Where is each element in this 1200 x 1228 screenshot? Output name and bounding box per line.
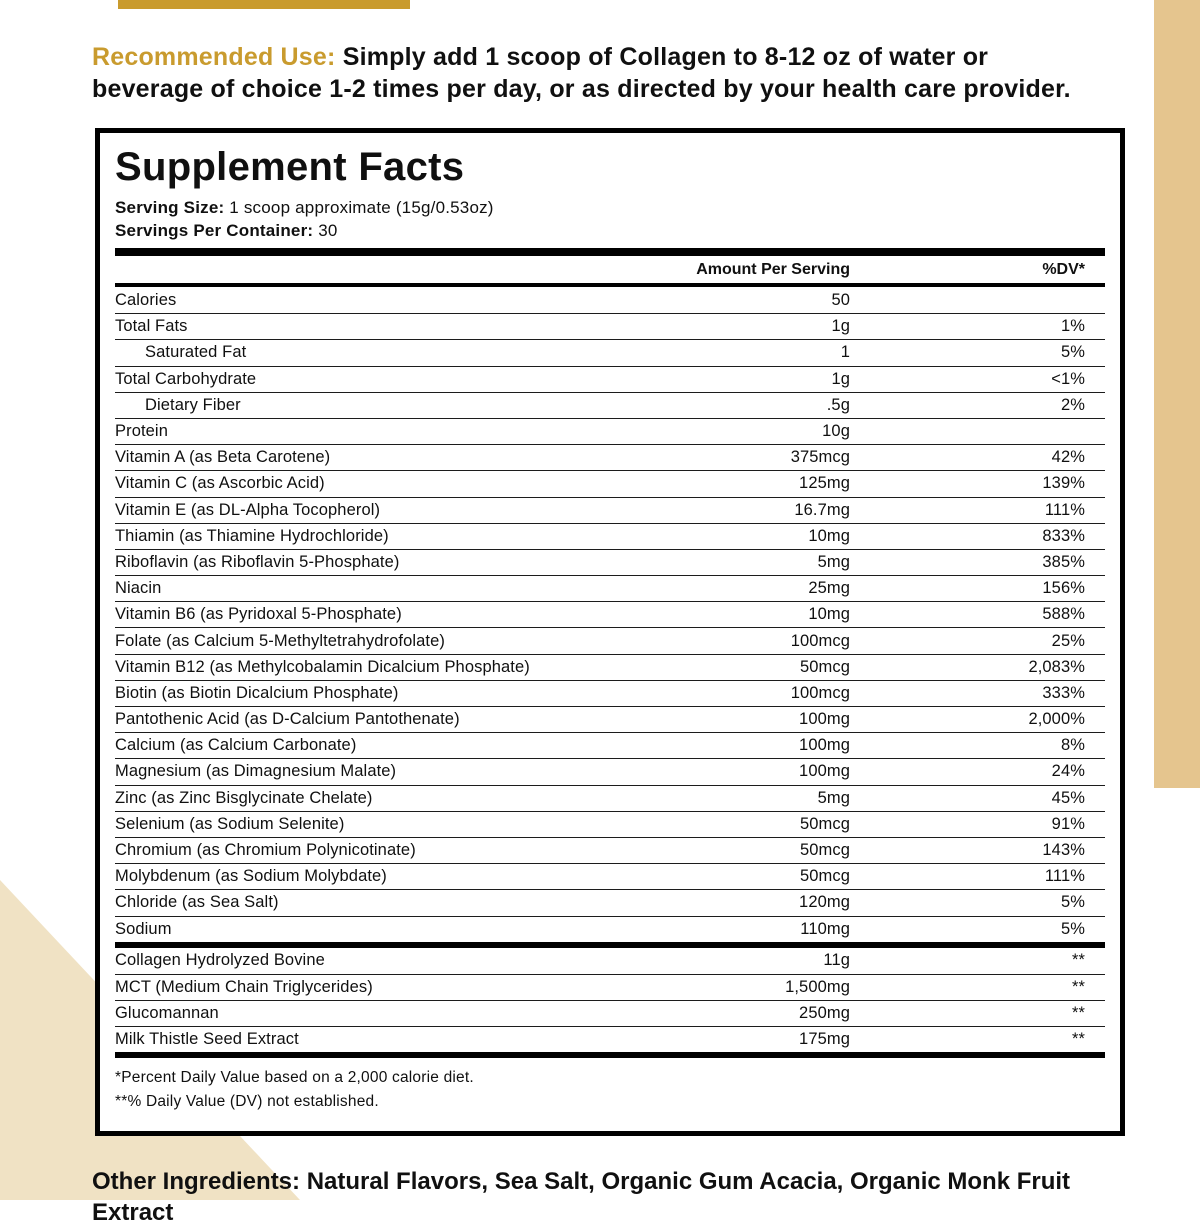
nutrient-amount: 10mg: [808, 605, 850, 624]
nutrient-name: Chromium (as Chromium Polynicotinate): [115, 841, 416, 860]
table-row: [115, 313, 1105, 339]
nutrient-dv: 833%: [1042, 526, 1085, 545]
nutrient-amount: 100mg: [799, 710, 850, 729]
serving-size-value: 1 scoop approximate (15g/0.53oz): [224, 198, 494, 217]
nutrient-dv: 5%: [1060, 919, 1085, 938]
nutrient-amount: 50mcg: [799, 657, 850, 676]
nutrient-name: Pantothenic Acid (as D-Calcium Pantothenate): [115, 710, 460, 729]
table-row: [115, 654, 1105, 680]
nutrient-amount: 11g: [823, 951, 850, 970]
nutrient-name: Molybdenum (as Sodium Molybdate): [115, 867, 387, 886]
nutrient-amount: 1g: [831, 369, 850, 388]
table-row: [115, 497, 1105, 523]
nutrient-name: Vitamin A (as Beta Carotene): [115, 448, 331, 467]
table-row: [115, 706, 1105, 732]
table-row: [115, 418, 1105, 444]
nutrient-amount: 16.7mg: [794, 500, 850, 519]
nutrient-amount: .5g: [826, 395, 850, 414]
nutrient-name: Vitamin B12 (as Methylcobalamin Dicalcium Phosphate): [115, 657, 530, 676]
nutrient-name: Vitamin C (as Ascorbic Acid): [115, 474, 325, 493]
nutrient-dv: 45%: [1051, 788, 1085, 807]
nutrient-name: Biotin (as Biotin Dicalcium Phosphate): [115, 683, 399, 702]
nutrient-amount: 1: [840, 343, 850, 362]
recommended-use-label: Recommended Use:: [92, 43, 336, 71]
nutrient-amount: 25mg: [808, 579, 850, 598]
nutrient-amount: 50mcg: [799, 867, 850, 886]
footnote-dv-not-established: **% Daily Value (DV) not established.: [115, 1092, 379, 1110]
proprietary-table: [115, 948, 1105, 1053]
nutrient-name: Thiamin (as Thiamine Hydrochloride): [115, 526, 389, 545]
nutrient-dv: 588%: [1042, 605, 1085, 624]
nutrient-dv: 24%: [1051, 762, 1085, 781]
nutrient-amount: 5mg: [817, 552, 850, 571]
nutrient-name: Zinc (as Zinc Bisglycinate Chelate): [115, 788, 373, 807]
table-row: [115, 837, 1105, 863]
table-row: [115, 523, 1105, 549]
table-row: [115, 470, 1105, 496]
nutrient-dv: 143%: [1042, 841, 1085, 860]
thick-rule: [115, 248, 1105, 256]
nutrient-dv: 139%: [1042, 474, 1085, 493]
nutrient-amount: 175mg: [799, 1030, 850, 1049]
table-row: [115, 758, 1105, 784]
table-row: [115, 1026, 1105, 1052]
nutrient-dv: 2,083%: [1028, 657, 1085, 676]
table-header-row: [115, 256, 1105, 283]
table-row: [115, 974, 1105, 1000]
supplement-facts-panel: [95, 128, 1125, 1136]
section-rule-bottom: [115, 1052, 1105, 1058]
nutrient-amount: 5mg: [817, 788, 850, 807]
table-row: [115, 366, 1105, 392]
nutrient-amount: 50mcg: [799, 841, 850, 860]
nutrient-dv: 1%: [1060, 317, 1085, 336]
table-row: [115, 601, 1105, 627]
table-row: [115, 863, 1105, 889]
nutrient-amount: 50mcg: [799, 814, 850, 833]
nutrient-amount: 10g: [822, 422, 850, 441]
nutrient-name: Saturated Fat: [145, 343, 247, 362]
table-row: [115, 785, 1105, 811]
nutrient-name: Total Fats: [115, 317, 188, 336]
table-row: [115, 444, 1105, 470]
nutrient-dv: 8%: [1060, 736, 1085, 755]
nutrient-name: Niacin: [115, 579, 162, 598]
nutrient-dv: **: [1071, 1030, 1085, 1049]
nutrient-name: Vitamin B6 (as Pyridoxal 5-Phosphate): [115, 605, 402, 624]
footnote-daily-value: *Percent Daily Value based on a 2,000 calorie diet.: [115, 1069, 474, 1087]
nutrient-dv: 5%: [1060, 343, 1085, 362]
nutrient-dv: **: [1071, 1004, 1085, 1023]
other-ingredients-label: Other Ingredients:: [92, 1168, 301, 1195]
table-row: [115, 889, 1105, 915]
nutrient-name: Calories: [115, 290, 177, 309]
nutrient-name: Chloride (as Sea Salt): [115, 893, 279, 912]
nutrient-amount: 375mcg: [790, 448, 850, 467]
table-row: [115, 339, 1105, 365]
nutrient-name: Calcium (as Calcium Carbonate): [115, 736, 357, 755]
nutrient-amount: 100mg: [799, 762, 850, 781]
nutrient-name: Vitamin E (as DL-Alpha Tocopherol): [115, 500, 381, 519]
nutrient-dv: 156%: [1042, 579, 1085, 598]
nutrient-dv: 91%: [1051, 814, 1085, 833]
nutrient-name: Magnesium (as Dimagnesium Malate): [115, 762, 397, 781]
nutrient-amount: 50: [831, 290, 850, 309]
nutrient-dv: 333%: [1042, 683, 1085, 702]
table-row: [115, 732, 1105, 758]
nutrient-table: [115, 287, 1105, 942]
nutrient-dv: **: [1071, 977, 1085, 996]
nutrient-amount: 250mg: [799, 1004, 850, 1023]
table-row: [115, 916, 1105, 942]
nutrient-dv: **: [1071, 951, 1085, 970]
nutrient-name: Riboflavin (as Riboflavin 5-Phosphate): [115, 552, 400, 571]
nutrient-dv: 42%: [1051, 448, 1085, 467]
nutrient-dv: 5%: [1060, 893, 1085, 912]
header-percent-dv: %DV*: [1042, 260, 1085, 278]
nutrient-amount: 100mg: [799, 736, 850, 755]
nutrient-name: Dietary Fiber: [145, 395, 241, 414]
nutrient-dv: 25%: [1051, 631, 1085, 650]
nutrient-name: Protein: [115, 422, 168, 441]
table-row: [115, 627, 1105, 653]
header-amount-per-serving: Amount Per Serving: [696, 260, 850, 278]
nutrient-name: Sodium: [115, 919, 172, 938]
nutrient-amount: 125mg: [799, 474, 850, 493]
footnotes: [115, 1066, 1105, 1113]
nutrient-amount: 110mg: [800, 919, 850, 938]
nutrient-name: MCT (Medium Chain Triglycerides): [115, 977, 373, 996]
nutrient-amount: 100mcg: [790, 683, 850, 702]
nutrient-dv: 111%: [1044, 500, 1085, 519]
nutrient-name: Total Carbohydrate: [115, 369, 257, 388]
table-row: [115, 287, 1105, 313]
nutrient-name: Glucomannan: [115, 1004, 219, 1023]
nutrient-dv: 2,000%: [1028, 710, 1085, 729]
nutrient-dv: <1%: [1051, 369, 1085, 388]
table-row: [115, 392, 1105, 418]
nutrient-dv: 111%: [1044, 867, 1085, 886]
right-tan-strip: [1154, 0, 1200, 788]
table-row: [115, 575, 1105, 601]
nutrient-amount: 1g: [831, 317, 850, 336]
nutrient-amount: 1,500mg: [785, 977, 850, 996]
nutrient-amount: 10mg: [808, 526, 850, 545]
recommended-use: [92, 41, 1102, 105]
serving-size: [115, 198, 1105, 218]
nutrient-amount: 120mg: [799, 893, 850, 912]
table-row: [115, 811, 1105, 837]
servings-per-container-value: 30: [313, 221, 338, 240]
nutrient-dv: 2%: [1060, 395, 1085, 414]
servings-per-container: [115, 221, 1105, 241]
nutrient-dv: 385%: [1042, 552, 1085, 571]
table-row: [115, 948, 1105, 974]
nutrient-amount: 100mcg: [790, 631, 850, 650]
recommended-use-text: Simply add 1 scoop of Collagen to 8-12 oz of water or beverage of choice 1-2 times per day, or as directed by your health care provider.: [92, 43, 1071, 103]
nutrient-name: Selenium (as Sodium Selenite): [115, 814, 345, 833]
table-row: [115, 1000, 1105, 1026]
nutrient-name: Collagen Hydrolyzed Bovine: [115, 951, 325, 970]
other-ingredients: [92, 1166, 1102, 1228]
top-banner-remnant: [118, 0, 410, 9]
panel-title: Supplement Facts: [115, 145, 465, 189]
table-row: [115, 549, 1105, 575]
nutrient-name: Milk Thistle Seed Extract: [115, 1030, 299, 1049]
nutrient-name: Folate (as Calcium 5-Methyltetrahydrofolate): [115, 631, 445, 650]
servings-per-container-label: Servings Per Container:: [115, 221, 314, 240]
other-ingredients-text: Natural Flavors, Sea Salt, Organic Gum Acacia, Organic Monk Fruit Extract: [92, 1168, 1071, 1227]
serving-size-label: Serving Size:: [115, 198, 225, 217]
table-row: [115, 680, 1105, 706]
